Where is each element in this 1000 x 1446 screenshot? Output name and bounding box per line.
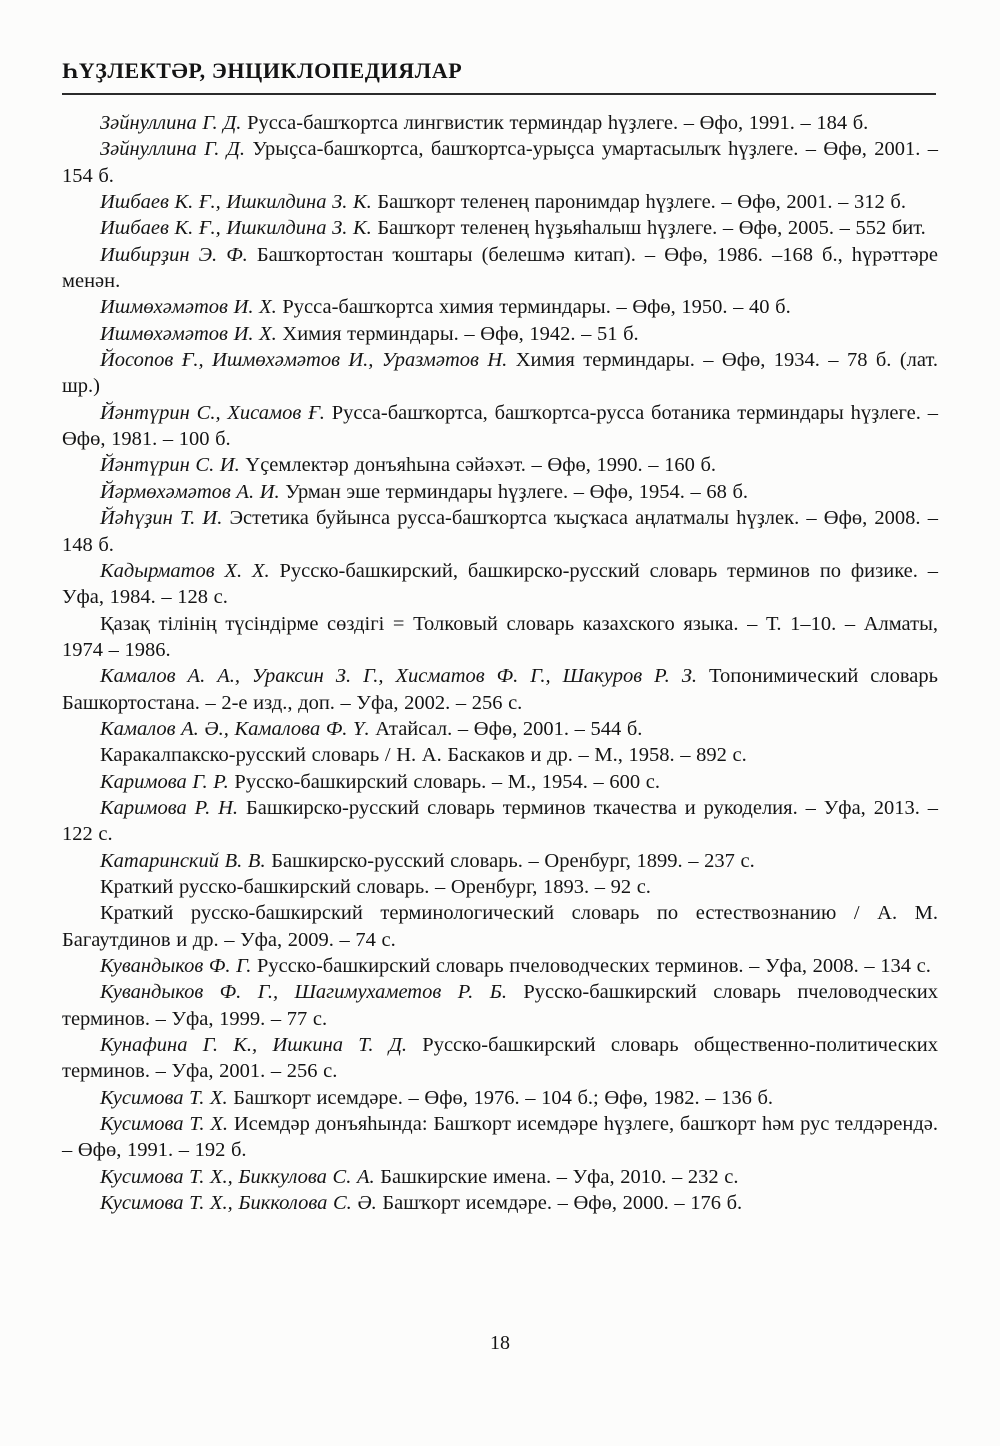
entry-author: Камалов А. А., Ураксин З. Г., Хисматов Ф. Г., Шакуров Р. З.	[100, 665, 698, 688]
entry-text: Русса-башҡортса лингвистик терминдар һүҙлеге. – Өфо, 1991. – 184 б.	[241, 112, 869, 134]
entry-text: Башҡортостан ҡоштары (белешмә китап). – Өфө, 1986. –168 б., һүрәттәре менән.	[62, 243, 938, 293]
entry-author: Йәнтүрин С. И.	[100, 454, 240, 477]
bibliography-entry	[62, 347, 938, 400]
entry-author: Кувандыков Ф. Г.	[100, 955, 252, 977]
entry-text: Башкирские имена. – Уфа, 2010. – 232 с.	[374, 1165, 739, 1188]
entry-text: Башҡорт теленең паронимдар һүҙлеге. – Өфө, 2001. – 312 б.	[371, 191, 906, 214]
entry-author: Ишбирҙин Э. Ф.	[100, 243, 248, 266]
entry-text: Топонимический словарь Башкортостана. – 2-е изд., доп. – Уфа, 2002. – 256 с.	[62, 665, 938, 714]
entry-author: Камалов А. Ә., Камалова Ф. Ү.	[100, 717, 370, 740]
entry-text: Үҫемлектәр донъяһына сәйәхәт. – Өфө, 1990. – 160 б.	[239, 454, 717, 477]
entry-text: Русско-башкирский словарь. – М., 1954. – 600 с.	[228, 770, 661, 793]
entry-text: Русса-башҡортса химия терминдары. – Өфө, 1950. – 40 б.	[276, 296, 791, 319]
bibliography-list	[62, 110, 938, 1216]
bibliography-entry	[62, 1111, 938, 1164]
entry-author: Каримова Р. Н.	[100, 796, 239, 819]
entry-text: Русско-башкирский словарь пчеловодческих терминов. – Уфа, 1999. – 77 с.	[62, 981, 939, 1030]
bibliography-entry	[62, 769, 938, 795]
entry-text: Химия терминдары. – Өфө, 1942. – 51 б.	[276, 322, 639, 345]
bibliography-entry	[62, 900, 938, 953]
entry-text: Атайсал. – Өфө, 2001. – 544 б.	[369, 717, 643, 740]
entry-text: Башҡорт исемдәре. – Өфө, 1976. – 104 б.; Өфө, 1982. – 136 б.	[227, 1086, 774, 1109]
entry-text: Краткий русско-башкирский терминологический словарь по естествознанию / А. М. Багаутдинов и др. – Уфа, 2009. – 74 с.	[62, 902, 938, 951]
entry-text: Каракалпакско-русский словарь / Н. А. Баскаков и др. – М., 1958. – 892 с.	[100, 744, 747, 767]
bibliography-entry	[62, 611, 938, 664]
entry-text: Краткий русско-башкирский словарь. – Оренбург, 1893. – 92 с.	[100, 875, 651, 898]
entry-author: Йәрмөхәмәтов А. И.	[100, 480, 280, 503]
entry-text: Эстетика буйынса русса-башҡортса ҡыҫҡаса аңлатмалы һүҙлек. – Өфө, 2008. – 148 б.	[62, 507, 938, 556]
bibliography-entry	[62, 874, 938, 900]
bibliography-entry	[62, 1164, 938, 1190]
entry-text: Русско-башкирский словарь пчеловодческих терминов. – Уфа, 2008. – 134 с.	[251, 955, 931, 977]
entry-text: Башҡорт теленең һүҙьяһалыш һүҙлеге. – Өфө, 2005. – 552 бит.	[371, 217, 926, 240]
bibliography-entry	[62, 452, 938, 478]
page-number: 18	[490, 1332, 510, 1354]
entry-text: Русса-башҡортса, башҡортса-русса ботаника терминдары һүҙлеге. – Өфө, 1981. – 100 б.	[62, 401, 938, 451]
entry-author: Каримова Г. Р.	[100, 770, 229, 793]
bibliography-entry	[62, 953, 938, 979]
entry-author: Кунафина Г. К., Ишкина Т. Д.	[100, 1034, 407, 1057]
entry-text: Химия терминдары. – Өфө, 1934. – 78 б. (лат. шр.)	[62, 349, 939, 398]
entry-author: Кусимова Т. Х.	[100, 1086, 228, 1109]
entry-text: Урман эше терминдары һүҙлеге. – Өфө, 1954. – 68 б.	[279, 480, 749, 503]
bibliography-entry	[62, 663, 938, 716]
entry-text: Русско-башкирский словарь общественно-политических терминов. – Уфа, 2001. – 256 с.	[62, 1034, 938, 1083]
entry-author: Зәйнуллина Г. Д.	[100, 138, 245, 161]
entry-author: Кусимова Т. Х., Биккулова С. А.	[100, 1165, 375, 1188]
entry-author: Йәһүҙин Т. И.	[100, 507, 223, 530]
bibliography-entry	[62, 505, 938, 558]
bibliography-entry	[62, 400, 938, 453]
entry-author: Йосопов Ғ., Ишмөхәмәтов И., Уразмәтов Н.	[100, 349, 508, 372]
entry-author: Зәйнуллина Г. Д.	[100, 112, 242, 134]
entry-text: Русско-башкирский, башкирско-русский словарь терминов по физике. – Уфа, 1984. – 128 с.	[62, 559, 938, 609]
bibliography-entry	[62, 979, 938, 1032]
entry-author: Йәнтүрин С., Хисамов Ғ.	[100, 401, 325, 424]
entry-text: Башҡорт исемдәре. – Өфө, 2000. – 176 б.	[376, 1192, 743, 1215]
bibliography-entry	[62, 294, 938, 320]
bibliography-entry	[62, 321, 938, 347]
entry-author: Ишбаев К. Ғ., Ишкилдина З. К.	[100, 191, 372, 214]
entry-text: Исемдәр донъяһында: Башҡорт исемдәре һүҙлеге, башҡорт һәм рус телдәрендә. – Өфө, 1991. – 192 б.	[62, 1113, 938, 1162]
bibliography-entry	[62, 110, 938, 136]
entry-author: Ишмөхәмәтов И. Х.	[100, 322, 277, 345]
bibliography-entry	[62, 1190, 938, 1216]
page-footer	[0, 1330, 1000, 1356]
bibliography-entry	[62, 716, 938, 742]
bibliography-entry	[62, 795, 938, 848]
bibliography-entry	[62, 242, 938, 295]
entry-author: Ишмөхәмәтов И. Х.	[100, 296, 277, 319]
bibliography-entry	[62, 1032, 938, 1085]
entry-text: Башкирско-русский словарь. – Оренбург, 1899. – 237 с.	[265, 849, 755, 872]
header-rule	[62, 93, 936, 95]
page-title: ҺҮҘЛЕКТӘР, ЭНЦИКЛОПЕДИЯЛАР	[62, 58, 463, 83]
entry-text: Қазақ тілінің түсіндірме сөздігі = Толковый словарь казахского языка. – Т. 1–10. – Алматы, 1974 – 1986.	[62, 612, 938, 661]
entry-author: Кусимова Т. Х., Бикколова С. Ә.	[100, 1192, 377, 1215]
entry-author: Кадырматов Х. Х.	[100, 559, 270, 582]
bibliography-entry	[62, 136, 938, 189]
entry-text: Башкирско-русский словарь терминов ткачества и рукоделия. – Уфа, 2013. – 122 с.	[62, 796, 938, 846]
entry-author: Ишбаев К. Ғ., Ишкилдина З. К.	[100, 217, 372, 240]
bibliography-entry	[62, 742, 938, 768]
bibliography-entry	[62, 215, 938, 241]
entry-text: Урыҫса-башҡортса, башҡортса-урыҫса умартасылыҡ һүҙлеге. – Өфө, 2001. – 154 б.	[62, 138, 938, 187]
entry-author: Кувандыков Ф. Г., Шагимухаметов Р. Б.	[100, 981, 507, 1004]
bibliography-entry	[62, 848, 938, 874]
bibliography-entry	[62, 189, 938, 215]
entry-author: Катаринский В. В.	[100, 849, 266, 872]
bibliography-entry	[62, 1085, 938, 1111]
bibliography-entry	[62, 558, 938, 611]
bibliography-entry	[62, 479, 938, 505]
entry-author: Кусимова Т. Х.	[100, 1113, 229, 1136]
